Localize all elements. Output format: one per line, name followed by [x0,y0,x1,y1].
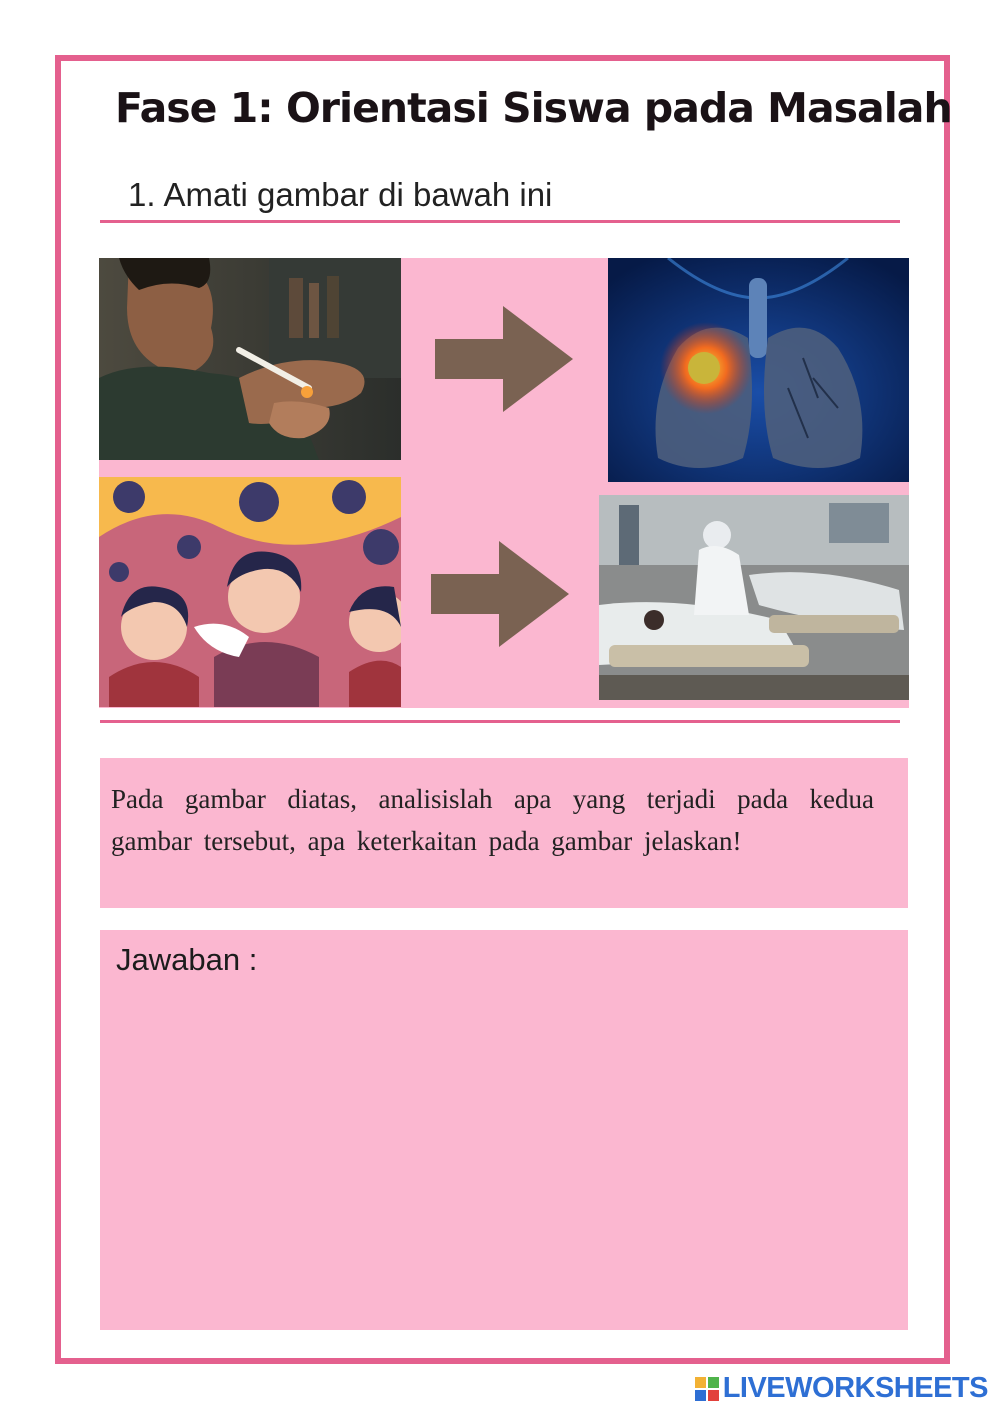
people-coughing-virus-illustration [99,477,401,707]
lung-cancer-illustration [608,258,909,482]
answer-box[interactable] [100,930,908,1330]
answer-input[interactable] [110,990,898,1320]
divider-bottom [100,720,900,723]
liveworksheets-watermark [695,1372,988,1405]
divider-top [100,220,900,223]
liveworksheets-logo-icon [695,1377,719,1401]
hospital-ward-photo [599,495,909,700]
instruction [128,176,552,214]
right-arrow-icon [435,306,575,417]
question-prompt: Pada gambar diatas, analisislah apa yang terjadi pada kedua gambar tersebut, apa keterkaitan pada gambar jelaskan! [100,758,908,908]
page-title: Fase 1: Orientasi Siswa pada Masalah [115,84,952,132]
right-arrow-icon [431,541,571,652]
answer-label: Jawaban : [116,942,258,977]
man-smoking-photo [99,258,401,460]
images-panel [99,258,909,708]
instruction-text: Amati gambar di bawah ini [163,176,553,213]
watermark-text: LIVEWORKSHEETS [722,1372,988,1404]
instruction-number: 1. [128,176,156,213]
